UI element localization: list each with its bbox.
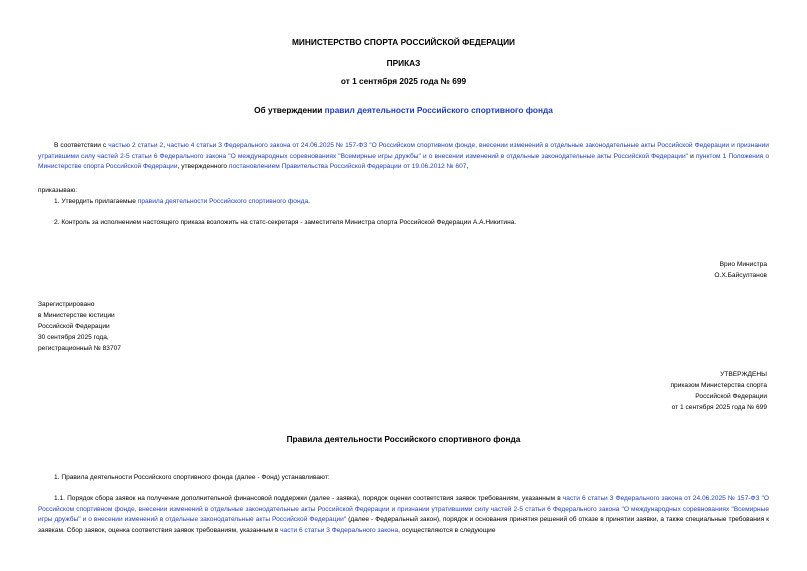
signature-position: Врио Министра bbox=[719, 261, 767, 268]
approval-block bbox=[670, 369, 767, 413]
order-item-1 bbox=[54, 197, 310, 206]
doc-type-heading: ПРИКАЗ bbox=[386, 58, 421, 68]
link-government-decree-607[interactable]: постановлением Правительства Российской Федерации от 19.06.2012 № 607 bbox=[228, 163, 467, 171]
rules-1-1-text-1: 1.1. Порядок сбора заявок на получение дополнительной финансовой поддержки (далее - заявка), порядок оценки соответствия заявок требованиям, указанным в bbox=[54, 495, 563, 502]
rules-paragraph-1-1 bbox=[38, 494, 769, 537]
approval-line-4: от 1 сентября 2025 года № 699 bbox=[671, 404, 767, 411]
preamble-text-5: , bbox=[466, 163, 469, 171]
doc-subject bbox=[0, 105, 807, 115]
approval-line-1: УТВЕРЖДЕНЫ bbox=[720, 371, 767, 378]
registration-block bbox=[38, 299, 121, 354]
preamble-text-1: В соответствии с bbox=[54, 142, 109, 149]
link-federal-law-157[interactable]: частью 4 статьи 3 Федерального закона от 24.06.2025 № 157-ФЗ "О Российском спортивном фонде, внесении изменений в отдельные законодательные акты Российской Федерации и признании утратившими силу частей 2-5 статьи 6 Федерального закона "О международных соревнованиях "Всемирные игры дружбы" и о внесении изменений в отдельные законодательные акты Российской Федерации" bbox=[38, 142, 769, 160]
approval-line-2: приказом Министерства спорта bbox=[670, 382, 767, 389]
rules-title: Правила деятельности Российского спортивного фонда bbox=[286, 434, 521, 444]
signature-block bbox=[714, 259, 767, 281]
link-rules[interactable]: правила деятельности Российского спортивного фонда bbox=[137, 198, 309, 205]
item-1-prefix: 1. Утвердить прилагаемые bbox=[54, 198, 138, 205]
item-1-suffix: . bbox=[308, 198, 310, 205]
link-part6-article3-short[interactable]: части 6 статьи 3 Федерального закона bbox=[280, 527, 399, 535]
subject-prefix: Об утверждении bbox=[254, 105, 325, 115]
registration-line-4: 30 сентября 2025 года, bbox=[38, 334, 109, 341]
order-item-2: 2. Контроль за исполнением настоящего приказа возложить на статс-секретаря - заместителя Министра спорта Российской Федерации А.А.Никитина. bbox=[54, 219, 517, 226]
preamble-paragraph bbox=[38, 141, 769, 173]
preamble-text-3: и bbox=[688, 152, 696, 160]
doc-date-number: от 1 сентября 2025 года № 699 bbox=[340, 76, 467, 86]
link-part6-article3-law[interactable]: части 6 статьи 3 Федерального закона от 24.06.2025 № 157-ФЗ "О Российском спортивном фонде, внесении изменений в отдельные законодательные акты Российской Федерации и признании утратившими силу частей 2-5 статьи 6 Федерального закона "О международных соревнованиях "Всемирные игры дружбы" и о внесении изменений в отдельные законодательные акты Российской Федерации" bbox=[38, 495, 769, 524]
link-ministry-regulation[interactable]: пунктом 1 Положения о Министерстве спорта Российской Федерации bbox=[38, 152, 769, 171]
registration-line-1: Зарегистрировано bbox=[38, 301, 95, 308]
rules-1-1-text-2: (далее - Федеральный закон), порядок и основания принятия решений об отказе в принятии заявки, а также специальные требования к заявкам. Сбор заявок, оценка соответствия заявок требованиям, указанным в bbox=[38, 516, 770, 535]
subject-link[interactable]: правил деятельности Российского спортивного фонда bbox=[324, 105, 553, 115]
rules-1-1-text-3: , осуществляются в следующие bbox=[398, 527, 496, 535]
registration-line-2: в Министерстве юстиции bbox=[38, 312, 115, 319]
approval-line-3: Российской Федерации bbox=[695, 393, 767, 400]
registration-line-5: регистрационный № 83707 bbox=[38, 345, 121, 352]
registration-line-3: Российской Федерации bbox=[38, 323, 110, 330]
ministry-heading: МИНИСТЕРСТВО СПОРТА РОССИЙСКОЙ ФЕДЕРАЦИИ bbox=[291, 37, 516, 47]
link-law-part2[interactable]: частью 2 статьи 2 bbox=[108, 142, 164, 149]
preamble-text-4: , утвержденного bbox=[177, 163, 229, 171]
signature-name: О.Х.Байсултанов bbox=[714, 272, 767, 279]
order-word: приказываю: bbox=[38, 187, 78, 194]
rules-paragraph-1: 1. Правила деятельности Российского спортивного фонда (далее - Фонд) устанавливают: bbox=[54, 474, 330, 481]
preamble-text-2: , bbox=[163, 142, 167, 149]
